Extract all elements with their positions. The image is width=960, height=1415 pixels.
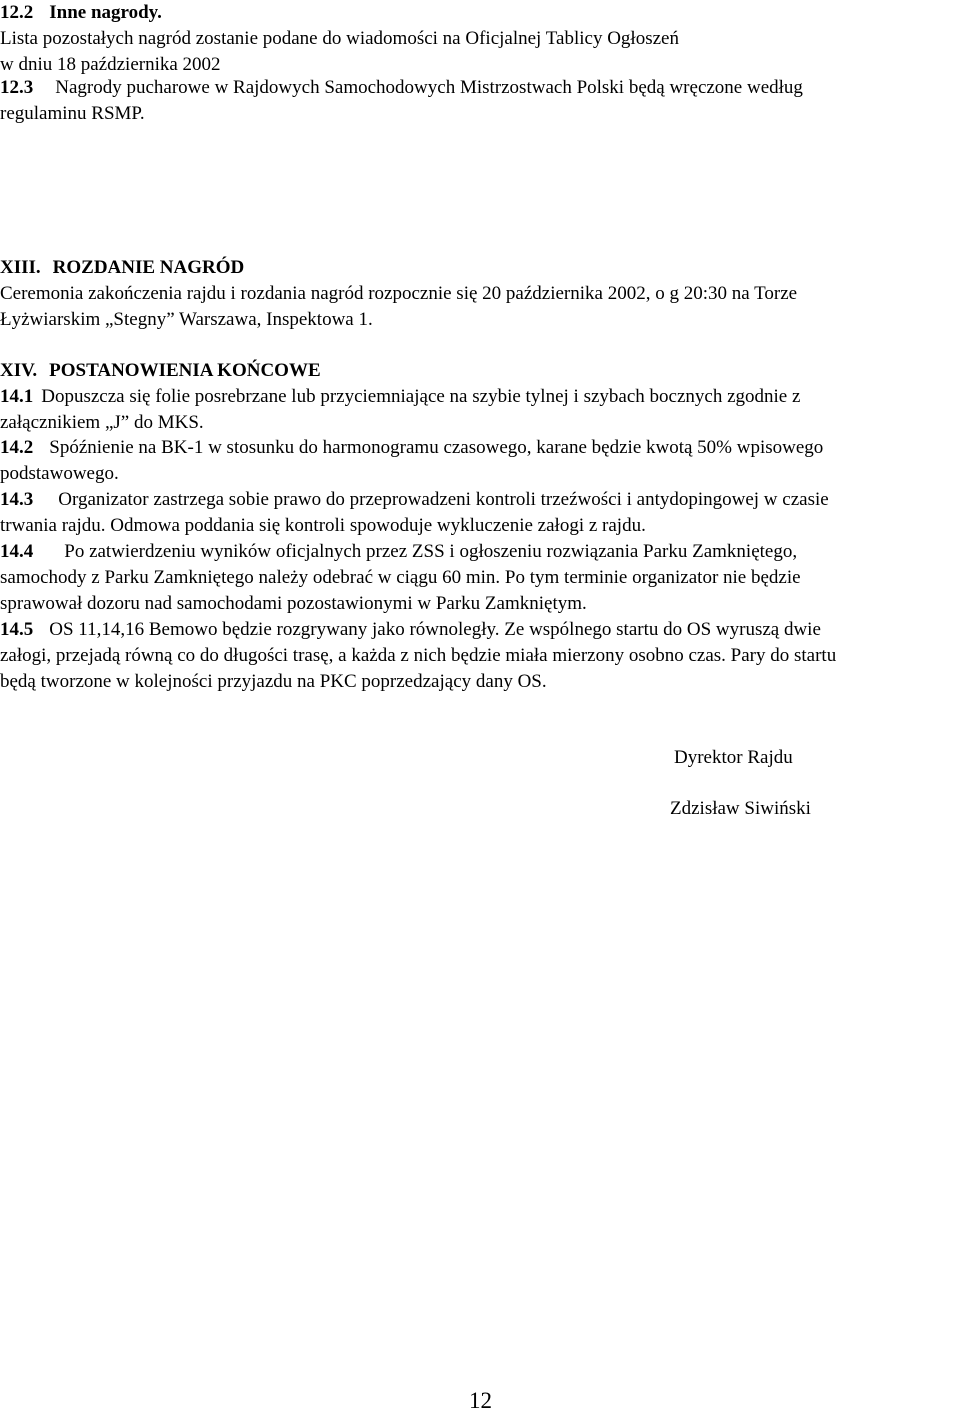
paragraph-line: załogi, przejadą równą co do długości trasę, a każda z nich będzie miała mierzony osobno czas. Pary do startu — [0, 645, 837, 666]
section-xiii-heading — [0, 256, 244, 280]
item-number: 14.3 — [0, 489, 34, 510]
paragraph-line: Lista pozostałych nagród zostanie podane do wiadomości na Oficjalnej Tablicy Ogłoszeń — [0, 28, 679, 49]
paragraph-text: Organizator zastrzega sobie prawo do przeprowadzeni kontroli trzeźwości i antydopingowej w czasie — [58, 489, 829, 510]
signature-role: Dyrektor Rajdu — [674, 747, 793, 768]
paragraph-line: trwania rajdu. Odmowa poddania się kontroli spowoduje wykluczenie załogi z rajdu. — [0, 515, 646, 536]
item-14-1-line — [0, 385, 800, 409]
paragraph-line: będą tworzone w kolejności przyjazdu na PKC poprzedzający dany OS. — [0, 671, 547, 692]
section-roman-number: XIV. — [0, 360, 38, 381]
paragraph-line: sprawował dozoru nad samochodami pozostawionymi w Parku Zamkniętym. — [0, 593, 587, 614]
item-14-2-line — [0, 436, 823, 460]
paragraph-line: podstawowego. — [0, 463, 119, 484]
item-14-4-line — [0, 540, 797, 564]
page-number: 12 — [469, 1388, 492, 1413]
section-xiv-heading — [0, 359, 321, 383]
signature-name: Zdzisław Siwiński — [670, 798, 811, 819]
item-number: 14.2 — [0, 437, 34, 458]
item-number: 14.4 — [0, 541, 34, 562]
paragraph-line: samochody z Parku Zamkniętego należy odebrać w ciągu 60 min. Po tym terminie organizator nie będzie — [0, 567, 801, 588]
paragraph-text: Po zatwierdzeniu wyników oficjalnych przez ZSS i ogłoszeniu rozwiązania Parku Zamkniętego, — [64, 541, 798, 562]
paragraph-line: w dniu 18 października 2002 — [0, 54, 221, 75]
item-number: 14.5 — [0, 619, 34, 640]
section-title: ROZDANIE NAGRÓD — [52, 257, 245, 278]
section-roman-number: XIII. — [0, 257, 41, 278]
paragraph-text: Nagrody pucharowe w Rajdowych Samochodowych Mistrzostwach Polski będą wręczone według — [55, 77, 803, 98]
paragraph-line: Ceremonia zakończenia rajdu i rozdania nagród rozpocznie się 20 października 2002, o g 20:30 na Torze — [0, 283, 798, 304]
section-12-2-heading — [0, 1, 162, 25]
paragraph-text: OS 11,14,16 Bemowo będzie rozgrywany jako równoległy. Ze wspólnego startu do OS wyruszą dwie — [49, 619, 821, 640]
item-14-5-line — [0, 618, 821, 642]
paragraph-line: Łyżwiarskim „Stegny” Warszawa, Inspektowa 1. — [0, 309, 373, 330]
section-number: 12.3 — [0, 77, 34, 98]
section-12-3-line — [0, 76, 803, 100]
paragraph-line: regulaminu RSMP. — [0, 103, 145, 124]
section-title: Inne nagrody. — [49, 2, 162, 23]
item-number: 14.1 — [0, 386, 34, 407]
paragraph-text: Spóźnienie na BK-1 w stosunku do harmonogramu czasowego, karane będzie kwotą 50% wpisowego — [49, 437, 824, 458]
section-number: 12.2 — [0, 2, 34, 23]
paragraph-text: Dopuszcza się folie posrebrzane lub przyciemniające na szybie tylnej i szybach bocznych zgodnie z — [41, 386, 801, 407]
section-title: POSTANOWIENIA KOŃCOWE — [49, 360, 321, 381]
item-14-3-line — [0, 488, 829, 512]
paragraph-line: załącznikiem „J” do MKS. — [0, 412, 204, 433]
